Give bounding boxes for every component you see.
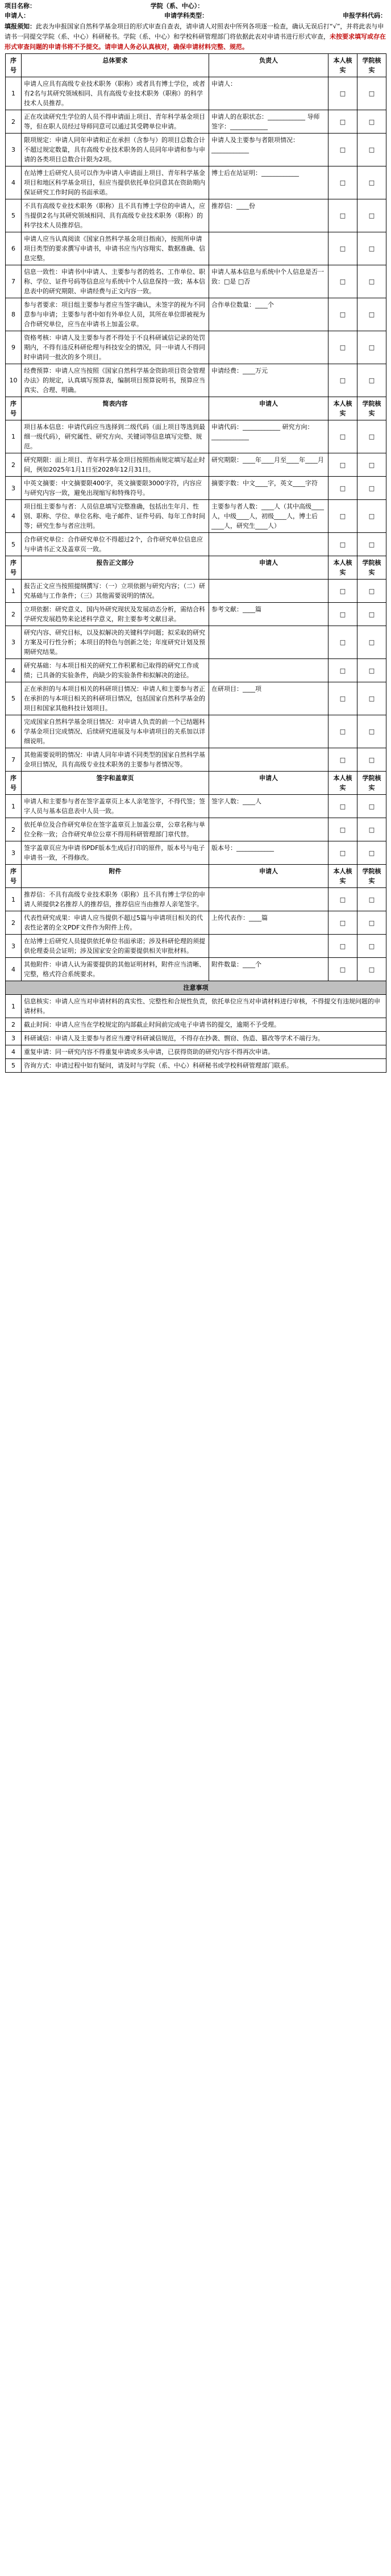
self-check-box[interactable]: □ (328, 603, 357, 626)
table-row (6, 331, 386, 364)
requirement-text: 申请人和主要参与者在签字盖章页上本人亲笔签字，不得代签；签字人员与基本信息表中人员一致。 (22, 795, 209, 818)
applicant-fill[interactable] (209, 935, 328, 958)
table-row (6, 477, 386, 500)
school-check-box[interactable]: □ (357, 453, 386, 477)
table-row (6, 1045, 386, 1059)
requirement-text: 研究期限：面上项目、青年科学基金项目按照指南规定填写起止时间，例如2025年1月1日至2028年12月31日。 (22, 453, 209, 477)
col-school: 学院核实 (357, 556, 386, 580)
requirement-text: 资格考核：申请人及主要参与者不得处于不良科研诚信记录的处罚期内，不得有违反科研伦理与科技安全的情况，同一申请人不得同时申请同一批次的多个项目。 (22, 331, 209, 364)
school-check-box[interactable]: □ (357, 818, 386, 841)
requirement-text: 签字盖章页应为申请书PDF版本生成后打印的原件，版本号与电子申请书一致，不得修改。 (22, 841, 209, 865)
notes-rows (6, 995, 386, 1073)
school-check-box[interactable]: □ (357, 659, 386, 682)
row-number: 2 (6, 603, 22, 626)
school-check-box[interactable]: □ (357, 232, 386, 265)
section-head-sign (6, 772, 386, 795)
table-row (6, 110, 386, 134)
notice-emph: 未按要求填写或存在形式审查问题的申请书将不予提交。请申请人务必认真核对，确保申请材料完整、规范。 (5, 33, 386, 51)
section-head-notes (6, 981, 386, 995)
row-number: 5 (6, 533, 22, 556)
applicant-fill[interactable]: 摘要字数：中文____字，英文____字符 (209, 477, 328, 500)
school-check-box[interactable]: □ (357, 364, 386, 397)
requirement-text: 信息一致性：申请书中申请人、主要参与者的姓名、工作单位、职称、学位、证件号码等信息应与系统中个人信息保持一致；基本信息表中的研究期限、申请经费与正文内容一致。 (22, 265, 209, 298)
college-label: 学院（系、中心）： (150, 2, 204, 10)
school-check-box[interactable]: □ (357, 500, 386, 533)
self-check-box[interactable]: □ (328, 626, 357, 659)
requirement-text: 限项规定：申请人同年申请和正在承担（含参与）的项目总数合计不超过规定数量，具有高级专业技术职务的人员同年申请和参与申请的各类项目总数合计限为2项。 (22, 134, 209, 166)
table-row (6, 232, 386, 265)
row-number: 6 (6, 232, 22, 265)
notice-body: 此表为申报国家自然科学基金项目的形式审查自查表，请申请人对照表中所列各项逐一检查，确认无误后打“√”，并将此表与申请书一同提交学院（系、中心）科研秘书。学院（系、中心）和学校科研管理部门将依据此表对申请书进行形式审查， (5, 23, 384, 40)
table-row (6, 1018, 386, 1032)
col-num: 序号 (6, 865, 22, 888)
table-row (6, 935, 386, 958)
notes-title: 注意事项 (6, 981, 386, 995)
school-check-box[interactable]: □ (357, 935, 386, 958)
school-check-box[interactable]: □ (357, 77, 386, 110)
row-number: 1 (6, 77, 22, 110)
requirement-text: 经费预算：申请人应当按照《国家自然科学基金资助项目资金管理办法》的规定，认真填写预算表，编制项目预算说明书，预算应当真实、合理、明确。 (22, 364, 209, 397)
self-check-box[interactable]: □ (328, 715, 357, 748)
school-check-box[interactable]: □ (357, 331, 386, 364)
applicant-fill[interactable] (209, 748, 328, 772)
applicant-fill[interactable] (209, 715, 328, 748)
table-row (6, 453, 386, 477)
self-check-box[interactable]: □ (328, 331, 357, 364)
row-number: 4 (6, 1045, 22, 1059)
row-number: 1 (6, 888, 22, 911)
section-head-brief (6, 397, 386, 420)
col-applicant: 申请人 (209, 397, 328, 420)
row-number: 3 (6, 841, 22, 865)
self-check-box[interactable]: □ (328, 453, 357, 477)
requirement-text: 研究内容、研究目标，以及拟解决的关键科学问题；拟采取的研究方案及可行性分析；本项目的特色与创新之处；年度研究计划及预期研究结果。 (22, 626, 209, 659)
table-row (6, 420, 386, 453)
school-check-box[interactable]: □ (357, 888, 386, 911)
self-check-box[interactable]: □ (328, 500, 357, 533)
row-number: 3 (6, 935, 22, 958)
col-num: 序号 (6, 556, 22, 580)
self-check-box[interactable]: □ (328, 533, 357, 556)
requirement-text: 申请人应具有高级专业技术职务（职称）或者具有博士学位，或者有2名与其研究领域相同、具有高级专业技术职务（职称）的科学技术人员推荐。 (22, 77, 209, 110)
col-responsible: 负责人 (209, 54, 328, 77)
applicant-fill[interactable]: 研究期限：____年____月至____年____月 (209, 453, 328, 477)
self-check-box[interactable]: □ (328, 659, 357, 682)
applicant-fill[interactable]: 合作单位数量：____个 (209, 298, 328, 331)
requirement-text: 报告正文应当按照提纲撰写：（一）立项依据与研究内容；（二）研究基础与工作条件；（三）其他需要说明的情况。 (22, 580, 209, 603)
row-number: 1 (6, 580, 22, 603)
requirement-text: 推荐信：不具有高级专业技术职务（职称）且不具有博士学位的申请人须提供2名推荐人的推荐信，推荐信应当由推荐人亲笔签字。 (22, 888, 209, 911)
self-check-box[interactable]: □ (328, 958, 357, 981)
applicant-fill[interactable]: 附件数量：____个 (209, 958, 328, 981)
self-check-box[interactable]: □ (328, 580, 357, 603)
discipline-code: 申报学科代码： (343, 12, 386, 19)
school-check-box[interactable]: □ (357, 626, 386, 659)
table-row (6, 715, 386, 748)
school-check-box[interactable]: □ (357, 715, 386, 748)
school-check-box[interactable]: □ (357, 603, 386, 626)
col-school: 学院核实 (357, 865, 386, 888)
self-check-box[interactable]: □ (328, 134, 357, 166)
self-check-box[interactable]: □ (328, 795, 357, 818)
table-row (6, 134, 386, 166)
school-check-box[interactable]: □ (357, 298, 386, 331)
row-number: 1 (6, 995, 22, 1018)
applicant-fill[interactable] (209, 626, 328, 659)
self-check-box[interactable]: □ (328, 199, 357, 232)
requirement-text: 研究基础：与本项目相关的研究工作积累和已取得的研究工作成绩；已具备的实验条件，尚缺少的实验条件和拟解决的途径。 (22, 659, 209, 682)
col-self: 本人核实 (328, 556, 357, 580)
row-number: 2 (6, 110, 22, 134)
body-rows (6, 580, 386, 772)
row-number: 4 (6, 659, 22, 682)
requirement-text: 科研诚信：申请人及主要参与者应当遵守科研诚信规范，不得存在抄袭、剽窃、伪造、篡改等学术不端行为。 (22, 1032, 386, 1045)
requirement-text: 其他附件：申请人认为需要提供的其他证明材料，附件应当清晰、完整，格式符合系统要求。 (22, 958, 209, 981)
requirement-text: 申请人应当认真阅读《国家自然科学基金项目指南》，按照所申请项目类型的要求撰写申请书，申请书应当内容翔实、数据准确、信息完整。 (22, 232, 209, 265)
self-check-box[interactable]: □ (328, 265, 357, 298)
col-self: 本人核实 (328, 397, 357, 420)
row-number: 4 (6, 500, 22, 533)
col-num: 序号 (6, 397, 22, 420)
applicant-fill[interactable]: 推荐信：____份 (209, 199, 328, 232)
col-num: 序号 (6, 772, 22, 795)
self-check-box[interactable]: □ (328, 232, 357, 265)
table-row (6, 298, 386, 331)
row-number: 5 (6, 199, 22, 232)
school-check-box[interactable]: □ (357, 420, 386, 453)
brief-rows (6, 420, 386, 556)
col-applicant: 申请人 (209, 865, 328, 888)
applicant-fill[interactable] (209, 818, 328, 841)
row-number: 3 (6, 1032, 22, 1045)
requirement-text: 立项依据：研究意义、国内外研究现状及发展动态分析，需结合科学研究发展趋势来论述科学意义，附主要参考文献目录。 (22, 603, 209, 626)
checklist-table (5, 53, 386, 1073)
applicant-fill[interactable]: 签字人数：____人 (209, 795, 328, 818)
requirement-text: 正在承担的与本项目相关的科研项目情况：申请人和主要参与者正在承担的与本项目相关的科研项目情况，包括国家自然科学基金的项目和国家其他科技计划项目。 (22, 682, 209, 715)
table-row (6, 77, 386, 110)
school-check-box[interactable]: □ (357, 911, 386, 935)
requirement-text: 依托单位及合作研究单位在签字盖章页上加盖公章，公章名称与单位全称一致；合作研究单位公章不得用科研管理部门章代替。 (22, 818, 209, 841)
applicant-fill[interactable]: 参考文献：____篇 (209, 603, 328, 626)
notice (0, 20, 391, 53)
applicant-fill[interactable] (209, 533, 328, 556)
table-row (6, 166, 386, 199)
applicant-fill[interactable] (209, 331, 328, 364)
self-check-box[interactable]: □ (328, 911, 357, 935)
applicant-fill[interactable] (209, 659, 328, 682)
row-number: 6 (6, 715, 22, 748)
applicant-fill[interactable]: 申请人基本信息与系统中个人信息是否一致：□是 □否 (209, 265, 328, 298)
row-number: 2 (6, 1018, 22, 1032)
row-number: 3 (6, 626, 22, 659)
requirement-text: 代表性研究成果：申请人应当提供不超过5篇与申请项目相关的代表性论著的全文PDF文件作为附件上传。 (22, 911, 209, 935)
requirement-text: 不具有高级专业技术职务（职称）且不具有博士学位的申请人，应当提供2名与其研究领域相同、具有高级专业技术职务（职称）的科学技术人员推荐信。 (22, 199, 209, 232)
table-row (6, 364, 386, 397)
school-check-box[interactable]: □ (357, 110, 386, 134)
project-name-label: 项目名称： (5, 2, 36, 10)
row-number: 5 (6, 682, 22, 715)
self-check-box[interactable]: □ (328, 841, 357, 865)
section-head-body (6, 556, 386, 580)
row-number: 7 (6, 748, 22, 772)
col-school: 学院核实 (357, 54, 386, 77)
requirement-text: 在站博士后研究人员可以作为申请人申请面上项目、青年科学基金项目和地区科学基金项目，但应当提供依托单位同意其在资助期内保证研究工作时间的书面承诺。 (22, 166, 209, 199)
self-check-box[interactable]: □ (328, 477, 357, 500)
table-row (6, 603, 386, 626)
col-req: 签字和盖章页 (22, 772, 209, 795)
applicant-fill[interactable]: 申请经费：____万元 (209, 364, 328, 397)
row-number: 4 (6, 166, 22, 199)
table-row (6, 533, 386, 556)
applicant-fill[interactable]: 上传代表作：____篇 (209, 911, 328, 935)
col-self: 本人核实 (328, 865, 357, 888)
requirement-text: 中英文摘要：中文摘要限400字，英文摘要限3000字符，内容应与研究内容一致，避免出现缩写和特殊符号。 (22, 477, 209, 500)
row-number: 7 (6, 265, 22, 298)
school-check-box[interactable]: □ (357, 477, 386, 500)
requirement-text: 在站博士后研究人员提供依托单位书面承诺；涉及科研伦理的须提供伦理委员会证明；涉及国家安全的需要提供相关审批材料。 (22, 935, 209, 958)
self-check-box[interactable]: □ (328, 888, 357, 911)
applicant-fill[interactable]: 在研项目：____项 (209, 682, 328, 715)
school-check-box[interactable]: □ (357, 580, 386, 603)
table-row (6, 265, 386, 298)
applicant-fill[interactable]: 主要参与者人数：____人（其中高级____人，中级____人，初级____人，博士后____人，研究生____人） (209, 500, 328, 533)
self-check-box[interactable]: □ (328, 364, 357, 397)
requirement-text: 截止时间：申请人应当在学校规定的内部截止时间前完成电子申请书的提交，逾期不予受理。 (22, 1018, 386, 1032)
requirement-text: 完成国家自然科学基金项目情况：对申请人负责的前一个已结题科学基金项目完成情况、后续研究进展及与本申请项目的关系加以详细说明。 (22, 715, 209, 748)
row-number: 3 (6, 477, 22, 500)
table-row (6, 580, 386, 603)
col-req: 简表内容 (22, 397, 209, 420)
table-row (6, 818, 386, 841)
col-applicant: 申请人 (209, 556, 328, 580)
requirement-text: 合作研究单位：合作研究单位不得超过2个，合作研究单位信息应与申请书正文及盖章页一致。 (22, 533, 209, 556)
school-check-box[interactable]: □ (357, 134, 386, 166)
requirement-text: 项目组主要参与者：人员信息填写完整准确，包括出生年月、性别、职称、学位、单位名称、电子邮件、证件号码、每年工作时间等；研究生参与者应注明。 (22, 500, 209, 533)
self-check-box[interactable]: □ (328, 682, 357, 715)
applicant-fill[interactable]: 申请人： (209, 77, 328, 110)
section-head-attach (6, 865, 386, 888)
total-rows (6, 77, 386, 397)
table-row (6, 199, 386, 232)
applicant-fill[interactable] (209, 232, 328, 265)
self-check-box[interactable]: □ (328, 298, 357, 331)
school-check-box[interactable]: □ (357, 265, 386, 298)
col-req: 总体要求 (22, 54, 209, 77)
col-req: 报告正文部分 (22, 556, 209, 580)
school-check-box[interactable]: □ (357, 748, 386, 772)
table-row (6, 1032, 386, 1045)
self-check-box[interactable]: □ (328, 818, 357, 841)
row-number: 2 (6, 911, 22, 935)
self-check-box[interactable]: □ (328, 77, 357, 110)
col-self: 本人核实 (328, 772, 357, 795)
school-check-box[interactable]: □ (357, 841, 386, 865)
table-row (6, 795, 386, 818)
row-number: 10 (6, 364, 22, 397)
self-check-box[interactable]: □ (328, 420, 357, 453)
table-row (6, 888, 386, 911)
table-row (6, 659, 386, 682)
col-school: 学院核实 (357, 772, 386, 795)
col-school: 学院核实 (357, 397, 386, 420)
form-header (0, 0, 391, 20)
table-row (6, 682, 386, 715)
table-row (6, 911, 386, 935)
col-self: 本人核实 (328, 54, 357, 77)
requirement-text: 其他需要说明的情况：申请人同年申请不同类型的国家自然科学基金项目情况，具有高级专业技术职务的主要参与者情况等。 (22, 748, 209, 772)
attach-rows (6, 888, 386, 981)
row-number: 2 (6, 453, 22, 477)
self-check-box[interactable]: □ (328, 110, 357, 134)
applicant-fill[interactable]: 申请代码：____________ 研究方向：____________ (209, 420, 328, 453)
requirement-text: 参与者要求：项目组主要参与者应当签字确认，未签字的视为不同意参与申请；主要参与者中如有外单位人员，其所在单位即被视为合作研究单位，应当在申请书上加盖公章。 (22, 298, 209, 331)
col-applicant: 申请人 (209, 772, 328, 795)
col-num: 序号 (6, 54, 22, 77)
requirement-text: 重复申请：同一研究内容不得重复申请或多头申请，已获得资助的研究内容不得再次申请。 (22, 1045, 386, 1059)
applicant-fill[interactable]: 申请人及主要参与者限项情况：____________ (209, 134, 328, 166)
table-row (6, 1059, 386, 1073)
school-check-box[interactable]: □ (357, 958, 386, 981)
table-row (6, 841, 386, 865)
self-check-box[interactable]: □ (328, 166, 357, 199)
col-req: 附件 (22, 865, 209, 888)
row-number: 2 (6, 818, 22, 841)
table-row (6, 748, 386, 772)
school-check-box[interactable]: □ (357, 795, 386, 818)
table-row (6, 995, 386, 1018)
notice-lead: 填报须知： (5, 23, 36, 30)
requirement-text: 信息核实：申请人应当对申请材料的真实性、完整性和合规性负责，依托单位应当对申请材料进行审核，不得提交有违规问题的申请材料。 (22, 995, 386, 1018)
applicant-fill[interactable]: 版本号：____________ (209, 841, 328, 865)
self-check-box[interactable]: □ (328, 935, 357, 958)
applicant-label: 申请人： (5, 12, 30, 19)
applicant-fill[interactable] (209, 888, 328, 911)
applicant-fill[interactable]: 申请人的在职状态：____________ 导师签字：____________ (209, 110, 328, 134)
row-number: 1 (6, 420, 22, 453)
table-row (6, 626, 386, 659)
applicant-fill[interactable]: 博士后在站证明：____________ (209, 166, 328, 199)
requirement-text: 项目基本信息：申请代码应当选择到二级代码（面上项目等选到最细一级代码），研究属性、研究方向、关键词等信息填写完整、规范。 (22, 420, 209, 453)
requirement-text: 咨询方式：申请过程中如有疑问，请及时与学院（系、中心）科研秘书或学校科研管理部门联系。 (22, 1059, 386, 1073)
applicant-fill[interactable] (209, 580, 328, 603)
row-number: 8 (6, 298, 22, 331)
row-number: 9 (6, 331, 22, 364)
table-row (6, 500, 386, 533)
school-check-box[interactable]: □ (357, 199, 386, 232)
school-check-box[interactable]: □ (357, 682, 386, 715)
row-number: 5 (6, 1059, 22, 1073)
school-check-box[interactable]: □ (357, 533, 386, 556)
discipline-label: 申请学科类型： (164, 12, 208, 19)
self-check-box[interactable]: □ (328, 748, 357, 772)
school-check-box[interactable]: □ (357, 166, 386, 199)
row-number: 3 (6, 134, 22, 166)
requirement-text: 正在攻读研究生学位的人员不得申请面上项目、青年科学基金项目等，但在职人员经过导师同意可以通过其受聘单位申请。 (22, 110, 209, 134)
row-number: 1 (6, 795, 22, 818)
section-head-total (6, 54, 386, 77)
row-number: 4 (6, 958, 22, 981)
sign-rows (6, 795, 386, 865)
table-row (6, 958, 386, 981)
